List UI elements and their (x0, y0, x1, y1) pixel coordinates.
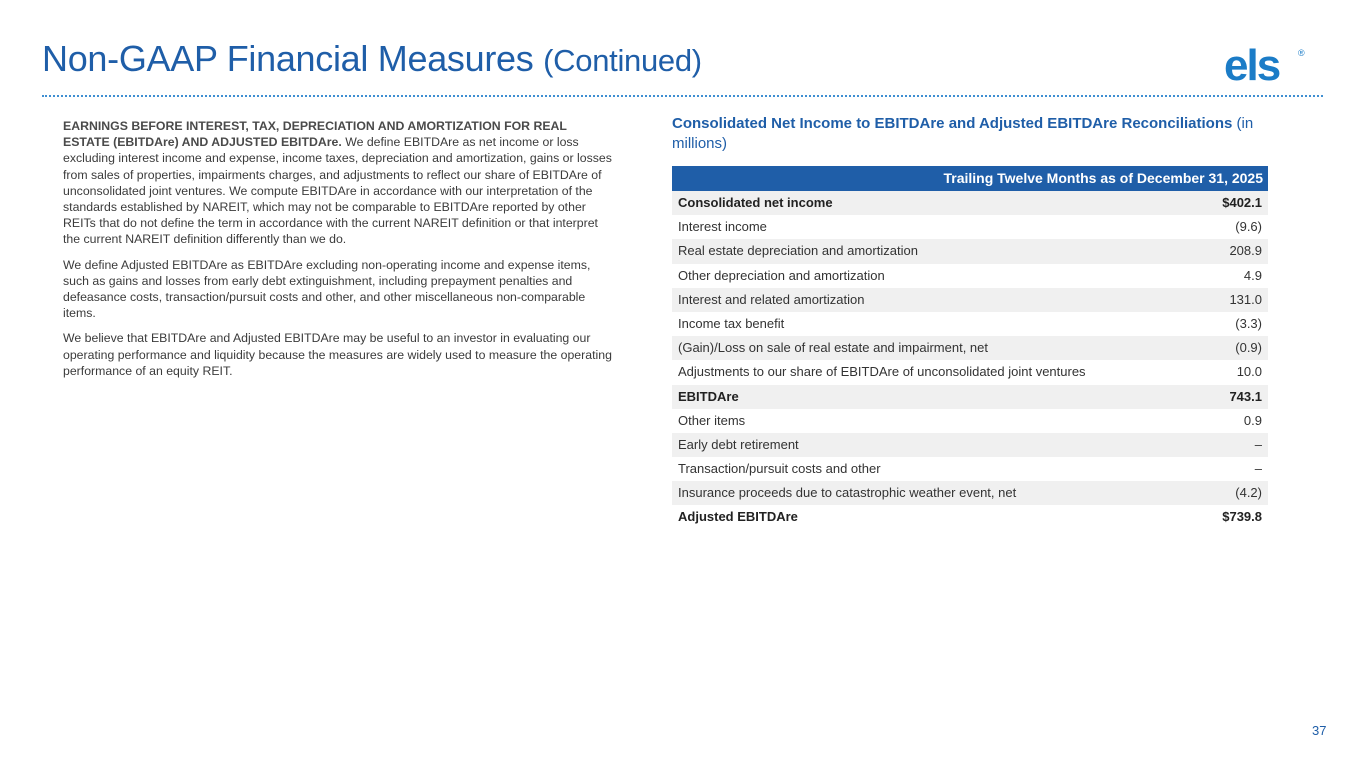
definitions-text (63, 118, 613, 388)
table-row (672, 409, 1268, 433)
page-title (42, 38, 702, 80)
row-label: EBITDAre (678, 388, 739, 404)
row-label: Consolidated net income (678, 195, 833, 210)
table-row (672, 215, 1268, 239)
row-value: (4.2) (1235, 485, 1262, 501)
row-label: (Gain)/Loss on sale of real estate and impairment, net (678, 340, 988, 356)
row-value: 4.9 (1243, 267, 1262, 283)
logo-registered-mark: ® (1298, 48, 1305, 58)
table-row (672, 457, 1268, 481)
row-value: 743.1 (1229, 388, 1262, 404)
row-label: Income tax benefit (678, 315, 785, 331)
page-number: 37 (1312, 723, 1327, 738)
table-row (672, 481, 1268, 505)
page-title-suffix: (Continued) (543, 43, 702, 78)
els-logo (1222, 44, 1308, 86)
row-value: 0.9 (1243, 412, 1262, 428)
page-title-main: Non-GAAP Financial Measures (42, 38, 534, 79)
table-unit: (in millions) (672, 115, 1254, 152)
definition-body: We define EBITDAre as net income or loss excluding interest income and expense, income taxes, depreciation and amortization, gains or losses from sales of properties, impairments charges, and adjustments to reflect our share of EBITDAre of unconsolidated joint ventures. We compute EBITDAre in accordance with our interpretation of the standards established by NAREIT, which may not be comparable to EBITDAre reported by other REITs that do not define the term in accordance with the current NAREIT definition or that interpret the current NAREIT definition differently than we do. (63, 135, 612, 247)
logo-text: els (1224, 44, 1280, 86)
table-column-header: Trailing Twelve Months as of December 31, 2025 (672, 166, 1268, 191)
row-value: 208.9 (1229, 243, 1262, 259)
title-divider (42, 95, 1323, 97)
row-label: Transaction/pursuit costs and other (678, 461, 881, 477)
table-row (672, 239, 1268, 263)
row-value: (3.3) (1235, 315, 1262, 331)
row-value: $739.8 (1222, 509, 1262, 525)
usefulness-statement: We believe that EBITDAre and Adjusted EBITDAre may be useful to an investor in evaluating our operating performance and liquidity because the measures are widely used to measure the operating performance of an equity REIT. (63, 331, 612, 378)
table-row (672, 433, 1268, 457)
reconciliation-section (672, 114, 1268, 530)
table-row (672, 191, 1268, 215)
row-value: $402.1 (1222, 195, 1262, 210)
table-row (672, 264, 1268, 288)
row-value: 131.0 (1229, 291, 1262, 307)
row-label: Early debt retirement (678, 436, 799, 452)
table-row (672, 336, 1268, 360)
row-label: Other depreciation and amortization (678, 267, 885, 283)
row-value: – (1254, 436, 1262, 452)
row-value: – (1254, 461, 1262, 477)
table-row (672, 360, 1268, 384)
row-label: Other items (678, 412, 746, 428)
row-label: Interest income (678, 219, 767, 235)
table-title-text: Consolidated Net Income to EBITDAre and Adjusted EBITDAre Reconciliations (672, 115, 1233, 132)
row-label: Interest and related amortization (678, 291, 865, 307)
table-row (672, 312, 1268, 336)
definition-ebitdare (63, 118, 613, 248)
row-value: 10.0 (1236, 364, 1262, 380)
definition-heading: EARNINGS BEFORE INTEREST, TAX, DEPRECIATION AND AMORTIZATION FOR REAL ESTATE (EBITDAre) AND ADJUSTED EBITDAre. (63, 119, 567, 150)
table-row (672, 505, 1268, 529)
table-row (672, 385, 1268, 409)
table-row (672, 288, 1268, 312)
row-value: (0.9) (1235, 340, 1262, 356)
row-label: Real estate depreciation and amortization (678, 243, 918, 259)
definition-adjusted-ebitdare: We define Adjusted EBITDAre as EBITDAre excluding non-operating income and expense items, such as gains and losses from early debt extinguishment, including prepayment penalties and defeasance costs, transaction/pursuit costs and other, and other miscellaneous non-comparable items. (63, 257, 591, 321)
table-body (672, 191, 1268, 530)
row-label: Adjusted EBITDAre (678, 509, 798, 525)
row-value: (9.6) (1235, 219, 1262, 235)
row-label: Insurance proceeds due to catastrophic weather event, net (678, 485, 1017, 501)
row-label: Adjustments to our share of EBITDAre of unconsolidated joint ventures (678, 364, 1086, 380)
table-title (672, 114, 1268, 154)
